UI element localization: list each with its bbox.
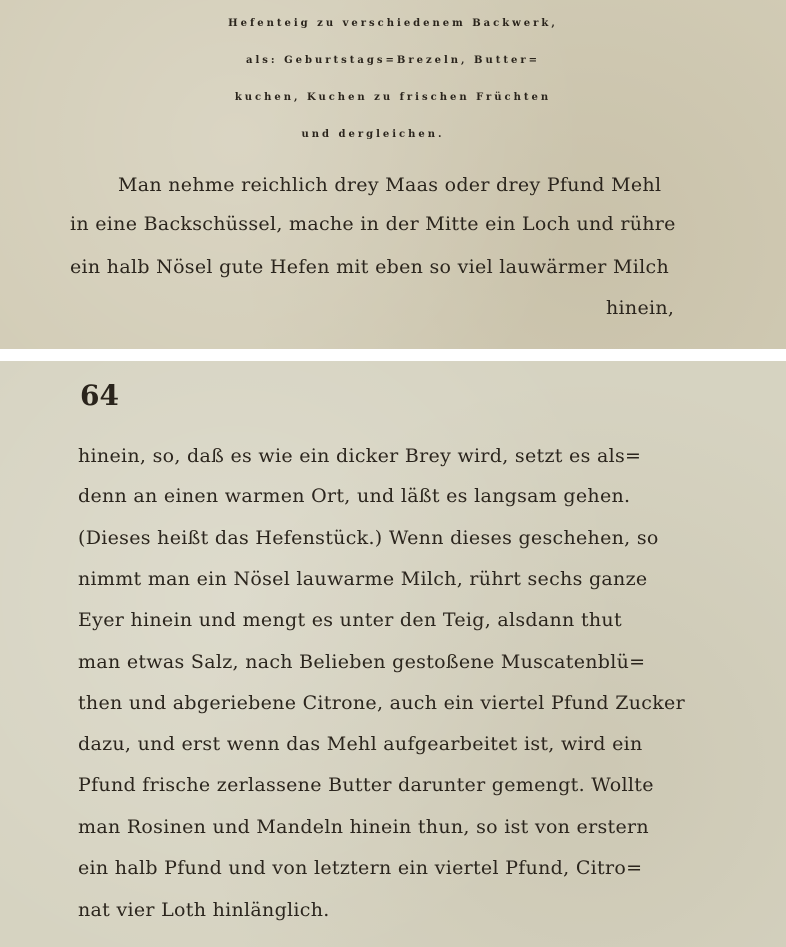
- bottom-body-line-10: man Rosinen und Mandeln hinein thun, so ist von erstern: [78, 816, 649, 838]
- bottom-body-line-7: then und abgeriebene Citrone, auch ein viertel Pfund Zucker: [78, 692, 685, 714]
- bottom-body-line-3: (Dieses heißt das Hefenstück.) Wenn dieses geschehen, so: [78, 527, 659, 549]
- recipe-title-line-2: als: Geburtstags=Brezeln, Butter=: [246, 55, 540, 66]
- bottom-body-line-9: Pfund frische zerlassene Butter darunter gemengt. Wollte: [78, 774, 654, 796]
- bottom-body-line-6: man etwas Salz, nach Belieben gestoßene Muscatenblü=: [78, 651, 646, 673]
- bottom-body-line-11: ein halb Pfund und von letztern ein viertel Pfund, Citro=: [78, 857, 643, 879]
- bottom-body-line-5: Eyer hinein und mengt es unter den Teig, alsdann thut: [78, 609, 622, 631]
- recipe-title-line-1: Hefenteig zu verschiedenem Backwerk,: [228, 18, 558, 29]
- top-body-line-3: ein halb Nösel gute Hefen mit eben so viel lauwärmer Milch: [70, 256, 669, 278]
- bottom-body-line-12: nat vier Loth hinlänglich.: [78, 899, 330, 921]
- page-number: 64: [80, 379, 119, 412]
- bottom-body-line-8: dazu, und erst wenn das Mehl aufgearbeitet ist, wird ein: [78, 733, 643, 755]
- bottom-page-scan: [0, 361, 786, 947]
- top-body-line-4: hinein,: [606, 297, 675, 319]
- bottom-body-line-1: hinein, so, daß es wie ein dicker Brey wird, setzt es als=: [78, 445, 642, 467]
- top-body-line-2: in eine Backschüssel, mache in der Mitte ein Loch und rühre: [70, 213, 676, 235]
- recipe-title-line-4: und dergleichen.: [301, 129, 445, 140]
- bottom-body-line-4: nimmt man ein Nösel lauwarme Milch, rührt sechs ganze: [78, 568, 648, 590]
- recipe-title-line-3: kuchen, Kuchen zu frischen Früchten: [234, 92, 552, 103]
- top-page-scan: [0, 0, 786, 349]
- bottom-body-line-2: denn an einen warmen Ort, und läßt es langsam gehen.: [78, 485, 631, 507]
- top-body-line-1: Man nehme reichlich drey Maas oder drey Pfund Mehl: [118, 174, 662, 196]
